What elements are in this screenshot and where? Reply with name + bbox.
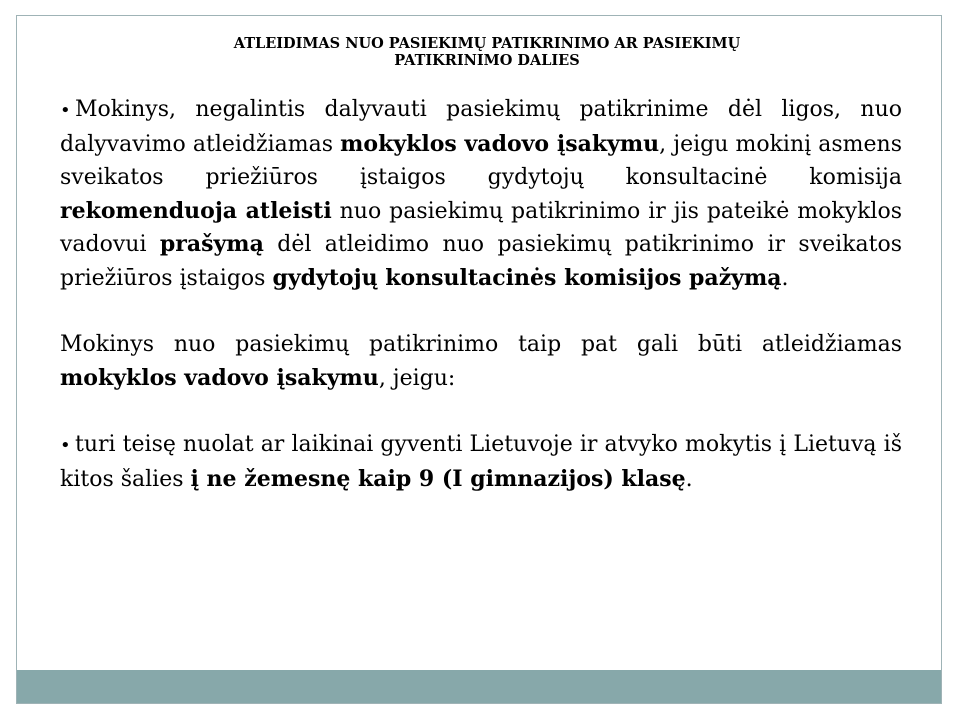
p1-text-2: , jeigu mokinį asmens sveikatos priežiūros įstaigos gydytojų konsultacinė komisija [60, 131, 902, 190]
slide-content [60, 93, 902, 496]
p3-text-1: turi teisę nuolat ar laikinai gyventi Lietuvoje ir atvyko mokytis į Lietuvą iš kitos šalies [60, 432, 902, 492]
p1-bold-2: rekomenduoja atleisti [60, 197, 332, 224]
bottom-band [17, 670, 941, 703]
paragraph-foreign-arrival [60, 428, 902, 496]
p3-bold-1: į ne žemesnę kaip 9 (I gimnazijos) klasę [190, 465, 686, 492]
p1-bold-4: gydytojų konsultacinės komisijos pažymą [272, 264, 782, 291]
p1-text-1: Mokinys, negalintis dalyvauti pasiekimų patikrinime dėl ligos, nuo dalyvavimo atleidžiamas [60, 97, 902, 157]
slide-title [107, 35, 867, 69]
p1-bold-1: mokyklos vadovo įsakymu [340, 130, 660, 157]
bullet-icon: • [60, 100, 71, 121]
p1-text-4: dėl atleidimo nuo pasiekimų patikrinimo ir sveikatos priežiūros įstaigos [60, 232, 902, 291]
p2-text-2: , jeigu: [378, 365, 456, 391]
p2-text-1: Mokinys nuo pasiekimų patikrinimo taip pat gali būti atleidžiamas [60, 332, 902, 357]
p3-text-2: . [685, 466, 693, 492]
slide-title-line-1: ATLEIDIMAS NUO PASIEKIMŲ PATIKRINIMO AR PASIEKIMŲ [233, 35, 741, 52]
paragraph-illness-exemption [60, 93, 902, 295]
paragraph-other-exemption [60, 328, 902, 395]
p1-bold-3: prašymą [159, 231, 264, 257]
p1-text-5: . [781, 265, 789, 291]
slide [16, 15, 942, 704]
p1-text-3: nuo pasiekimų patikrinimo ir jis pateikė mokyklos vadovui [60, 198, 902, 257]
bullet-icon: • [60, 435, 71, 456]
p2-bold-1: mokyklos vadovo įsakymu [60, 364, 379, 391]
slide-title-line-2: PATIKRINIMO DALIES [394, 52, 580, 69]
